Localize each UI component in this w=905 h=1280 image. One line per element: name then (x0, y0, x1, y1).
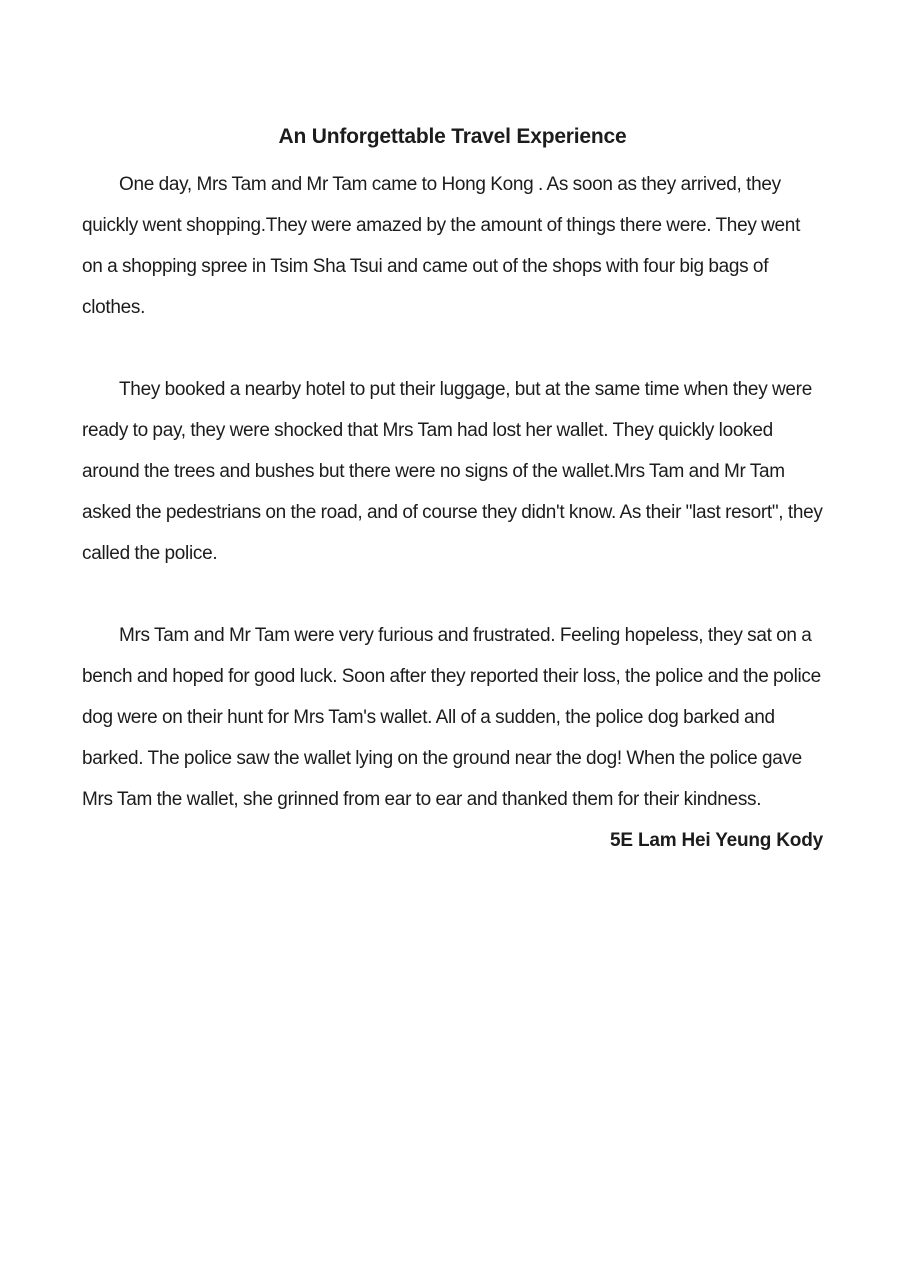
essay-paragraph-1: One day, Mrs Tam and Mr Tam came to Hong Kong . As soon as they arrived, they quickly went shopping.They were amazed by the amount of things there were. They went on a shopping spree in Tsim Sha Tsui and came out of the shops with four big bags of clothes. (82, 174, 801, 318)
essay-paragraph-2: They booked a nearby hotel to put their luggage, but at the same time when they were ready to pay, they were shocked that Mrs Tam had lost her wallet. They quickly looked around the trees and bushes but there were no signs of the wallet.Mrs Tam and Mr Tam asked the pedestrians on the road, and of course they didn't know. As their "last resort", they called the police. (82, 379, 823, 564)
essay-title: An Unforgettable Travel Experience (278, 125, 627, 148)
author-signature: 5E Lam Hei Yeung Kody (610, 830, 823, 851)
essay-paragraph-3: Mrs Tam and Mr Tam were very furious and frustrated. Feeling hopeless, they sat on a bench and hoped for good luck. Soon after they reported their loss, the police and the police dog were on their hunt for Mrs Tam's wallet. All of a sudden, the police dog barked and barked. The police saw the wallet lying on the ground near the dog! When the police gave Mrs Tam the wallet, she grinned from ear to ear and thanked them for their kindness. (82, 625, 821, 810)
